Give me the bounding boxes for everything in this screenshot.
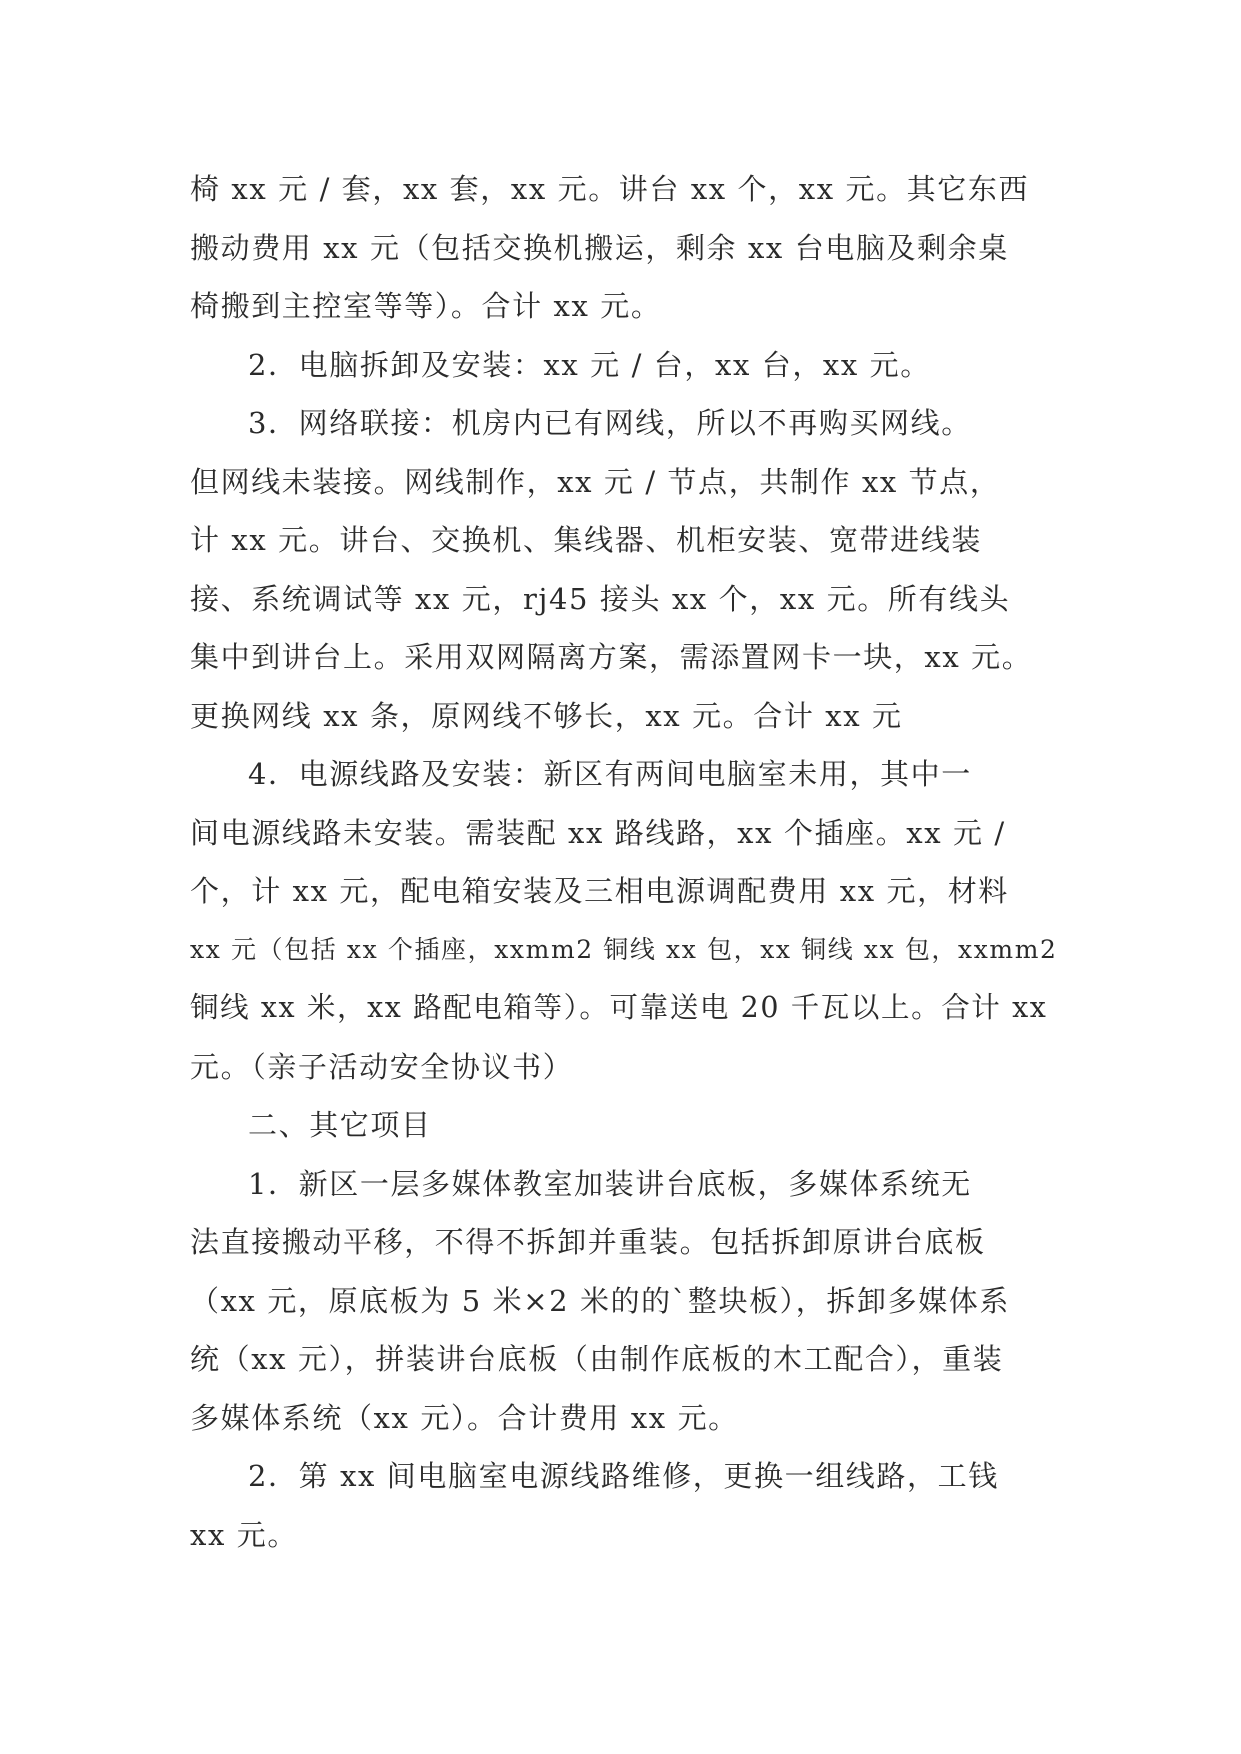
text-line: 2．第 xx 间电脑室电源线路维修，更换一组线路，工钱 bbox=[248, 1459, 999, 1493]
text-line: 1．新区一层多媒体教室加装讲台底板，多媒体系统无 bbox=[248, 1166, 972, 1201]
text-line: 个，计 xx 元，配电箱安装及三相电源调配费用 xx 元，材料 bbox=[190, 874, 1009, 908]
text-line: 更换网线 xx 条，原网线不够长，xx 元。合计 xx 元 bbox=[190, 698, 903, 733]
text-line: 计 xx 元。讲台、交换机、集线器、机柜安装、宽带进线装 bbox=[190, 523, 982, 557]
text-line: 间电源线路未安装。需装配 xx 路线路，xx 个插座。xx 元 / bbox=[190, 815, 1006, 850]
text-line: 多媒体系统（xx 元）。合计费用 xx 元。 bbox=[190, 1400, 739, 1435]
text-line: 3．网络联接：机房内已有网线，所以不再购买网线。 bbox=[248, 406, 972, 440]
text-line: xx 元。 bbox=[190, 1517, 298, 1552]
document-body bbox=[190, 160, 1060, 1564]
text-line: 接、系统调试等 xx 元，rj45 接头 xx 个，xx 元。所有线头 bbox=[190, 581, 1011, 616]
text-line: 椅 xx 元 / 套，xx 套，xx 元。讲台 xx 个，xx 元。其它东西 bbox=[190, 172, 1030, 206]
text-line: （xx 元，原底板为 5 米×2 米的的`整块板），拆卸多媒体系 bbox=[190, 1283, 1010, 1318]
text-line: 铜线 xx 米，xx 路配电箱等）。可靠送电 20 千瓦以上。合计 xx bbox=[190, 991, 1048, 1024]
text-line: 4．电源线路及安装：新区有两间电脑室未用，其中一 bbox=[248, 757, 972, 791]
text-line: 统（xx 元），拼装讲台底板（由制作底板的木工配合），重装 bbox=[190, 1342, 1004, 1376]
text-line: xx 元（包括 xx 个插座，xxmm2 铜线 xx 包，xx 铜线 xx 包，xxmm2 bbox=[190, 934, 1058, 964]
text-line: 但网线未装接。网线制作，xx 元 / 节点，共制作 xx 节点， bbox=[190, 464, 1001, 499]
text-line: 椅搬到主控室等等）。合计 xx 元。 bbox=[190, 289, 662, 323]
text-line: 搬动费用 xx 元（包括交换机搬运，剩余 xx 台电脑及剩余桌 bbox=[190, 230, 1009, 265]
text-line: 2．电脑拆卸及安装：xx 元 / 台，xx 台，xx 元。 bbox=[248, 347, 931, 382]
text-line: 二、其它项目 bbox=[248, 1108, 432, 1142]
text-line: 元。（亲子活动安全协议书） bbox=[190, 1049, 574, 1084]
text-line: 集中到讲台上。采用双网隔离方案，需添置网卡一块，xx 元。 bbox=[190, 640, 1033, 674]
text-line: 法直接搬动平移，不得不拆卸并重装。包括拆卸原讲台底板 bbox=[190, 1225, 986, 1259]
